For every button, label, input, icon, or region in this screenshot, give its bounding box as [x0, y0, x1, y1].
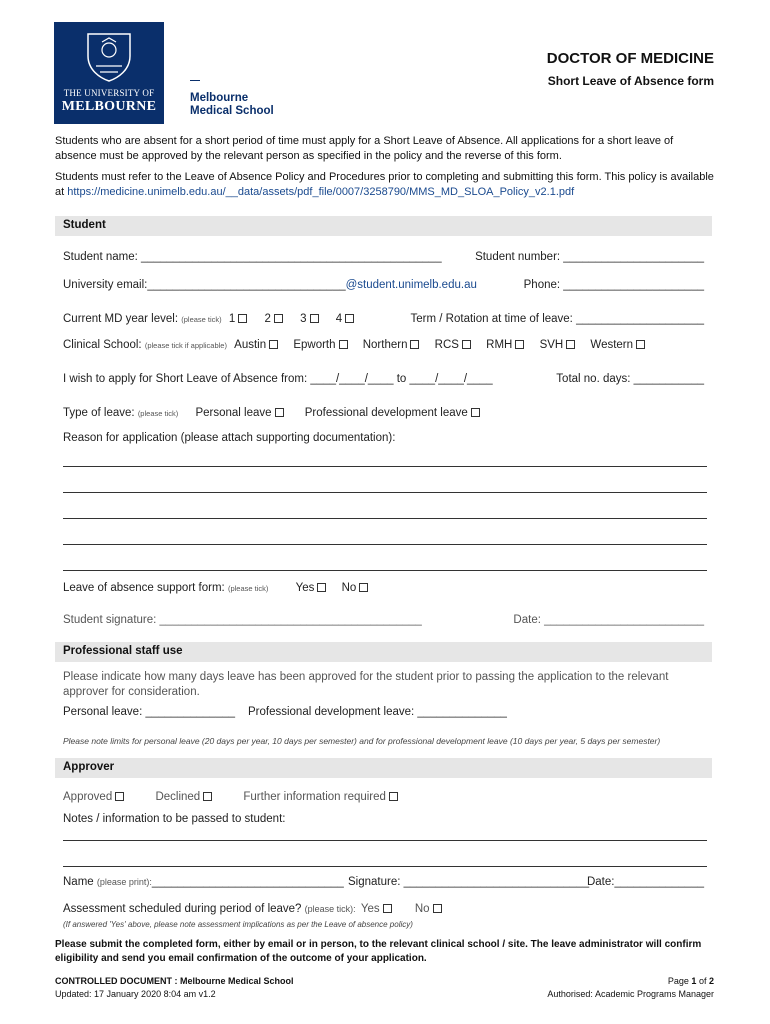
- reason-line[interactable]: [63, 570, 707, 571]
- assessment-no[interactable]: No: [415, 903, 442, 915]
- approved-professional-leave-field[interactable]: Professional development leave: ______________: [248, 706, 507, 718]
- school-name: Melbourne Medical School: [190, 92, 274, 117]
- type-option-personal[interactable]: Personal leave: [195, 407, 283, 419]
- year-level-row: Current MD year level: (please tick) 1 2 3 4: [63, 313, 354, 325]
- year-option-3[interactable]: 3: [300, 313, 318, 325]
- leave-type-row: Type of leave: (please tick) Personal leave Professional development leave: [63, 407, 480, 419]
- support-yes[interactable]: Yes: [296, 582, 327, 594]
- clinical-school-row: Clinical School: (please tick if applicable) Austin Epworth Northern RCS RMH SVH Western: [63, 339, 645, 351]
- reason-line[interactable]: [63, 466, 707, 467]
- option-declined[interactable]: Declined: [155, 791, 212, 803]
- checkbox[interactable]: [203, 792, 212, 801]
- checkbox[interactable]: [433, 904, 442, 913]
- checkbox[interactable]: [345, 314, 354, 323]
- reason-line[interactable]: [63, 518, 707, 519]
- logo-line1: THE UNIVERSITY OF: [63, 88, 155, 98]
- policy-link[interactable]: https://medicine.unimelb.edu.au/__data/assets/pdf_file/0007/3258790/MMS_MD_SLOA_Policy_v2.1.pdf: [67, 185, 575, 198]
- notes-line[interactable]: [63, 866, 707, 867]
- checkbox[interactable]: [359, 583, 368, 592]
- logo-line2: MELBOURNE: [61, 99, 157, 114]
- student-signature-field[interactable]: Student signature: _________________________________________: [63, 614, 422, 626]
- approver-date-field[interactable]: Date:______________: [586, 876, 704, 888]
- checkbox[interactable]: [274, 314, 283, 323]
- university-logo: [54, 22, 164, 124]
- school-option-epworth[interactable]: Epworth: [293, 339, 347, 351]
- checkbox[interactable]: [339, 340, 348, 349]
- assessment-note: (If answered 'Yes' above, please note assessment implications as per the Leave of absence policy): [63, 920, 413, 929]
- reason-label: Reason for application (please attach supporting documentation):: [63, 432, 396, 444]
- leave-limits-note: Please note limits for personal leave (20 days per year, 10 days per semester) and for professional development leave (10 days per year, 5 days per semester): [63, 736, 661, 746]
- page-title: DOCTOR OF MEDICINE: [546, 50, 714, 67]
- approver-signature-field[interactable]: Signature: _____________________________: [348, 876, 590, 888]
- checkbox[interactable]: [471, 408, 480, 417]
- assessment-row: Assessment scheduled during period of leave? (please tick): Yes No: [63, 903, 442, 915]
- checkbox[interactable]: [566, 340, 575, 349]
- notes-label: Notes / information to be passed to student:: [63, 813, 286, 825]
- student-date-field[interactable]: Date: _________________________: [513, 614, 704, 626]
- intro-paragraph-1: Students who are absent for a short period of time must apply for a Short Leave of Absence. All applications for a short leave of absence must be approved by the relevant person as specified in the policy and the reverse of this form.: [55, 135, 674, 162]
- submit-instructions: Please submit the completed form, either by email or in person, to the relevant clinical school / site. The leave administrator will confirm eligibility and send you email confirmation of the outcome of your application.: [55, 939, 702, 964]
- checkbox[interactable]: [462, 340, 471, 349]
- rotation-field[interactable]: Term / Rotation at time of leave: ____________________: [410, 313, 704, 325]
- support-no[interactable]: No: [342, 582, 369, 594]
- option-approved[interactable]: Approved: [63, 791, 124, 803]
- year-option-2[interactable]: 2: [265, 313, 283, 325]
- staff-instruction: Please indicate how many days leave has been approved for the student prior to passing the application to the relevant approver for consideration.: [63, 671, 669, 698]
- approved-personal-leave-field[interactable]: Personal leave: ______________: [63, 706, 236, 718]
- checkbox[interactable]: [275, 408, 284, 417]
- updated-label: Updated: 17 January 2020 8:04 am v1.2: [55, 989, 216, 999]
- checkbox[interactable]: [389, 792, 398, 801]
- checkbox[interactable]: [383, 904, 392, 913]
- leave-dates-field[interactable]: I wish to apply for Short Leave of Absence from: ____/____/____ to ____/____/____: [63, 373, 493, 385]
- section-approver: Approver: [55, 758, 712, 778]
- school-option-austin[interactable]: Austin: [234, 339, 278, 351]
- checkbox[interactable]: [515, 340, 524, 349]
- controlled-document-label: CONTROLLED DOCUMENT : Melbourne Medical School: [55, 976, 294, 986]
- reason-line[interactable]: [63, 544, 707, 545]
- year-option-1[interactable]: 1: [229, 313, 247, 325]
- school-option-northern[interactable]: Northern: [363, 339, 420, 351]
- checkbox[interactable]: [238, 314, 247, 323]
- checkbox[interactable]: [317, 583, 326, 592]
- checkbox[interactable]: [310, 314, 319, 323]
- crest-icon: [82, 30, 136, 82]
- support-form-row: Leave of absence support form: (please tick) Yes No: [63, 582, 368, 594]
- student-number-field[interactable]: Student number: ______________________: [475, 251, 704, 263]
- total-days-field[interactable]: Total no. days: ___________: [556, 373, 704, 385]
- year-option-4[interactable]: 4: [336, 313, 354, 325]
- page-number: Page 1 of 2: [667, 976, 714, 986]
- section-professional-staff: Professional staff use: [55, 642, 712, 662]
- school-option-svh[interactable]: SVH: [540, 339, 576, 351]
- notes-line[interactable]: [63, 840, 707, 841]
- assessment-yes[interactable]: Yes: [361, 903, 392, 915]
- option-further-info[interactable]: Further information required: [243, 791, 398, 803]
- school-option-rcs[interactable]: RCS: [435, 339, 471, 351]
- checkbox[interactable]: [410, 340, 419, 349]
- checkbox[interactable]: [269, 340, 278, 349]
- type-option-professional[interactable]: Professional development leave: [305, 407, 480, 419]
- phone-field[interactable]: Phone: ______________________: [523, 279, 704, 291]
- checkbox[interactable]: [115, 792, 124, 801]
- school-divider: [190, 80, 200, 81]
- approver-name-field[interactable]: Name (please print):______________________________: [63, 876, 344, 888]
- section-student: Student: [55, 216, 712, 236]
- approval-options-row: [63, 791, 398, 803]
- university-email-field[interactable]: University email:_______________________________@student.unimelb.edu.au: [63, 279, 477, 291]
- checkbox[interactable]: [636, 340, 645, 349]
- page-subtitle: Short Leave of Absence form: [547, 74, 714, 88]
- student-name-field[interactable]: Student name: _______________________________________________: [63, 251, 442, 263]
- intro-paragraph-2: Students must refer to the Leave of Absence Policy and Procedures prior to completing and submitting this form. This policy is available at https://medicine.unimelb.edu.au/__data/assets/pdf_file/0007/3258790/MMS_MD_SLOA_Policy_v2.1.pdf: [55, 171, 714, 198]
- school-option-rmh[interactable]: RMH: [486, 339, 524, 351]
- school-option-western[interactable]: Western: [590, 339, 645, 351]
- authorised-label: Authorised: Academic Programs Manager: [547, 989, 714, 999]
- reason-line[interactable]: [63, 492, 707, 493]
